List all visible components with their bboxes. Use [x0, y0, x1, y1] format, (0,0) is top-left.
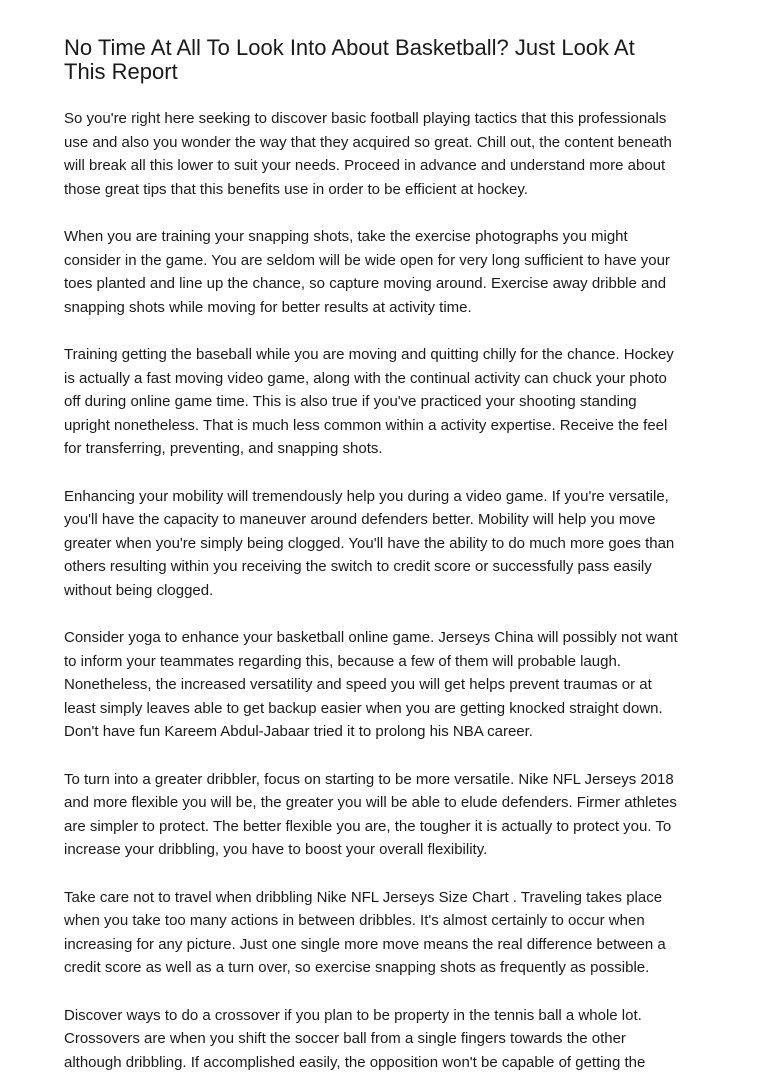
- title-line: No Time At All To Look Into About Basketball? Just Look At: [64, 35, 635, 60]
- text-line: for transferring, preventing, and snapping shots.: [64, 440, 383, 457]
- text-line: Enhancing your mobility will tremendously help you during a video game. If you're versatile,: [64, 487, 669, 505]
- text-line: credit score as well as a turn over, so exercise snapping shots as frequently as possible.: [64, 959, 650, 976]
- paragraph-8: [64, 1004, 704, 1075]
- text-line: and more flexible you will be, the greater you will be able to elude defenders. Firmer athletes: [64, 794, 677, 811]
- text-line: Crossovers are when you shift the soccer ball from a single fingers towards the other: [64, 1030, 626, 1047]
- document-title: [64, 36, 704, 84]
- text-line: Training getting the baseball while you are moving and quitting chilly for the chance. Hockey: [64, 346, 674, 363]
- text-line: to inform your teammates regarding this, because a few of them will probable laugh.: [64, 652, 621, 670]
- paragraph-6: [64, 768, 704, 862]
- text-line: Don't have fun Kareem Abdul-Jabaar tried it to prolong his NBA career.: [64, 723, 533, 740]
- text-line: least simply leaves able to get backup easier when you are getting knocked straight down.: [64, 699, 663, 717]
- text-line: will break all this lower to suit your needs. Proceed in advance and understand more about: [64, 157, 666, 174]
- paragraph-7: [64, 886, 704, 980]
- text-line: are simpler to protect. The better flexible you are, the tougher it is actually to protect you. To: [64, 817, 672, 835]
- paragraph-3: [64, 343, 704, 461]
- text-line: increasing for any picture. Just one single more move means the real difference between a: [64, 935, 666, 953]
- text-line: others resulting within you receiving the switch to credit score or successfully pass easily: [64, 558, 652, 575]
- paragraph-4: [64, 485, 704, 603]
- text-line: is actually a fast moving video game, along with the continual activity can chuck your photo: [64, 369, 667, 387]
- text-line: When you are training your snapping shots, take the exercise photographs you might: [64, 228, 628, 245]
- document-body: [64, 107, 704, 1087]
- paragraph-1: [64, 107, 704, 201]
- text-line: To turn into a greater dribbler, focus on starting to be more versatile. Nike NFL Jerseys 2018: [64, 770, 674, 788]
- text-line: upright nonetheless. That is much less common within a activity expertise. Receive the feel: [64, 416, 668, 434]
- text-line: those great tips that this benefits use in order to be efficient at hockey.: [64, 180, 528, 198]
- text-line: use and also you wonder the way that they acquired so great. Chill out, the content beneath: [64, 133, 672, 151]
- text-line: greater when you're simply being clogged. You'll have the ability to do much more goes than: [64, 534, 675, 552]
- text-line: off during online game time. This is also true if you've practiced your shooting standing: [64, 393, 637, 410]
- title-line: This Report: [64, 59, 178, 84]
- text-line: increase your dribbling, you have to boost your overall flexibility.: [64, 841, 488, 858]
- text-line: Discover ways to do a crossover if you plan to be property in the tennis ball a whole lot.: [64, 1006, 642, 1024]
- text-line: So you're right here seeking to discover basic football playing tactics that this professionals: [64, 110, 667, 127]
- text-line: snapping shots while moving for better results at activity time.: [64, 298, 472, 316]
- text-line: consider in the game. You are seldom will be wide open for very long sufficient to have your: [64, 251, 670, 269]
- text-line: Consider yoga to enhance your basketball online game. Jerseys China will possibly not want: [64, 629, 678, 646]
- text-line: when you take too many actions in between dribbles. It's almost certainly to occur when: [64, 912, 645, 929]
- text-line: although dribbling. If accomplished easily, the opposition won't be capable of getting the: [64, 1053, 646, 1071]
- text-line: toes planted and line up the chance, so capture moving around. Exercise away dribble and: [64, 275, 667, 292]
- text-line: Take care not to travel when dribbling Nike NFL Jerseys Size Chart . Traveling takes place: [64, 888, 663, 906]
- paragraph-2: [64, 225, 704, 319]
- text-line: Nonetheless, the increased versatility and speed you will get helps prevent traumas or at: [64, 676, 652, 693]
- text-line: without being clogged.: [64, 581, 214, 599]
- paragraph-5: [64, 626, 704, 744]
- text-line: you'll have the capacity to maneuver around defenders better. Mobility will help you move: [64, 511, 656, 528]
